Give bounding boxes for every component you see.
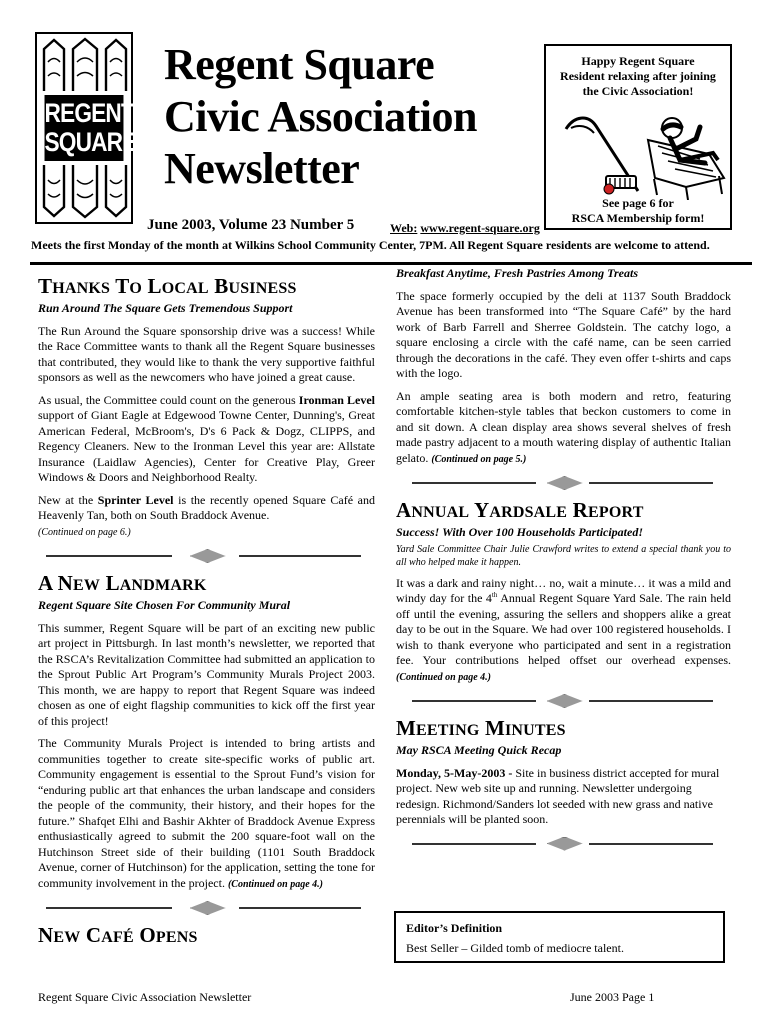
thanks-paragraph: The Run Around the Square sponsorship drive was a success! While the Race Committee wants to thank all the Regent Square businesses that contributed, they would like to thank the very supportive faithful sponsors as well as the newcomers who have joined a great cause. bbox=[38, 323, 375, 384]
right-column bbox=[396, 266, 731, 859]
divider-diamond-icon bbox=[190, 549, 226, 563]
logo-bottom-text: SQUARE bbox=[44, 127, 137, 157]
landmark-paragraph: This summer, Regent Square will be part of an exciting new public art project in Pittsburgh. In last month’s newsletter, we reported that the RSCA’s Revitalization Committee had submitted an application to the Sprout Public Art Program’s Community Murals Project 2003. This month, we are happy to report that Regent Square was indeed chosen as one of eight flagship communities to kick off the first year of this project! bbox=[38, 620, 375, 728]
website-info bbox=[390, 221, 540, 236]
heading-cap: T bbox=[115, 274, 130, 298]
meeting-minutes-deck: May RSCA Meeting Quick Recap bbox=[396, 743, 562, 757]
heading-small-caps: HANKS bbox=[52, 280, 111, 297]
heading-small-caps: USINESS bbox=[228, 280, 297, 297]
heading-cap: B bbox=[214, 274, 229, 298]
heading-small-caps: OCAL bbox=[161, 280, 209, 297]
landmark-heading: A NEW LANDMARK bbox=[38, 571, 207, 595]
heading-small-caps: O bbox=[129, 280, 143, 297]
promo-caption bbox=[550, 54, 726, 99]
promo-caption-line-1: Happy Regent Square bbox=[581, 54, 695, 68]
thanks-continued: (Continued on page 6.) bbox=[38, 526, 131, 538]
gothic-window-icon bbox=[40, 37, 130, 93]
editor-definition-title: Editor’s Definition bbox=[406, 921, 503, 935]
logo-top-text: REGENT bbox=[44, 98, 134, 128]
yardsale-intro: Yard Sale Committee Chair Julie Crawford writes to extend a special thank you to all who helped make it happen. bbox=[396, 543, 731, 568]
promo-caption-line-3: the Civic Association! bbox=[582, 84, 694, 98]
newsletter-title bbox=[164, 39, 509, 195]
footer-newsletter-name: Regent Square Civic Association Newsletter bbox=[38, 990, 252, 1004]
square-cafe-paragraph: The space formerly occupied by the deli at 1137 South Braddock Avenue has been transformed into “The Square Café” by the hard work of Barb Farrell and Sherree Goldstein. The catchy logo, a square enclosing a circle with the café name, can be seen carried through the decorations in the café. They even offer t-shirts and caps with the logo. bbox=[396, 288, 731, 380]
thanks-deck: Run Around The Square Gets Tremendous Support bbox=[38, 301, 293, 315]
website-link[interactable]: www.regent-square.org bbox=[420, 221, 540, 235]
breakfast-continued: (Continued on page 5.) bbox=[431, 453, 527, 465]
meeting-minutes-heading: MEETING MINUTES bbox=[396, 716, 566, 740]
breakfast-heading: Breakfast Anytime, Fresh Pastries Among Treats bbox=[396, 266, 639, 280]
regent-square-logo bbox=[35, 32, 137, 224]
seating-paragraph: An ample seating area is both modern and retro, featuring comfortable kitchen-style tables that beckon customers to come in and sit down. A clean display area shows several shelves of fresh made pastry adjacent to a mouth watering display of authentic Italian gelato. (Continued on page 5.) bbox=[396, 388, 731, 465]
landmark-continued: (Continued on page 4.) bbox=[227, 878, 323, 890]
heading-cap: L bbox=[147, 274, 162, 298]
mural-project-paragraph: The Community Murals Project is intended to bring artists and communities together to create site-specific works of public art. Community engagement is essential to the Sprout Fund’s vision for “enduring public art that enhances the urban landscape and considers the people of the community, their history, and their hopes for the future.” Shafqet Elhi and Bashir Akhter of Braddock Avenue Express enthusiastically agreed to submit the 200 square-foot wall on the Hutchinson Street side of their building (1101 South Braddock Avenue, corner of Hutchinson) for the application, setting the tone for community involvement in the project. (Continued on page 4.) bbox=[38, 736, 375, 890]
thanks-heading bbox=[38, 274, 375, 301]
meeting-notice: Meets the first Monday of the month at Wilkins School Community Center, 7PM. All Regent Square residents are welcome to attend. bbox=[31, 238, 710, 252]
footer-page-number: June 2003 Page 1 bbox=[570, 990, 655, 1004]
masthead-rule bbox=[30, 262, 752, 265]
section-divider bbox=[38, 899, 375, 917]
section-divider bbox=[396, 692, 731, 710]
left-column bbox=[38, 274, 375, 950]
yardsale-deck: Success! With Over 100 Households Participated! bbox=[396, 525, 644, 539]
divider-diamond-icon bbox=[547, 476, 583, 490]
section-divider bbox=[396, 474, 731, 492]
logo-text-band bbox=[44, 95, 137, 161]
promo-membership-note bbox=[552, 196, 724, 226]
landmark-deck: Regent Square Site Chosen For Community Mural bbox=[38, 598, 291, 612]
new-cafe-heading: NEW CAFÉ OPENS bbox=[38, 923, 198, 947]
web-label: Web: bbox=[390, 221, 418, 235]
editor-definition-text: Best Seller – Gilded tomb of mediocre talent. bbox=[406, 941, 624, 955]
promo-bottom-line-2: RSCA Membership form! bbox=[571, 211, 705, 225]
gothic-window-lower-icon bbox=[40, 163, 130, 219]
promo-bottom-line-1: See page 6 for bbox=[602, 196, 674, 210]
section-divider bbox=[38, 547, 375, 565]
meeting-minutes-paragraph: Monday, 5-May-2003 - Site in business district accepted for mural project. New web site up and running. Newsletter undergoing redesign. Richmond/Sanders lot seeded with new grass and native perennials will be planted soon. bbox=[396, 765, 720, 826]
yardsale-continued: (Continued on page 4.) bbox=[396, 671, 492, 683]
divider-diamond-icon bbox=[547, 694, 583, 708]
yardsale-paragraph: It was a dark and rainy night… no, wait a minute… it was a mild and windy day for the 4th Annual Regent Square Yard Sale. The rain held off until the evening, assuring the sellers and shoppers alike a great day to be out in the Square. We had over 100 registered households. I wish to thank everyone who participated and sent in a registration fee. Your contributions helped offset our overhead expenses. (Continued on page 4.) bbox=[396, 575, 731, 683]
thanks-sponsors-paragraph: As usual, the Committee could count on the generous Ironman Level support of Giant Eagle at Edgewood Towne Center, Dunning's, Great American Federal, McBroom's, D's 6 Pack & Dogz, CLIPPS, and Regency Cleaners. New to the Ironman Level this year are: Allstate Insurance (Laidlaw Agencies), Center for Creative Play, Greer Windows & Doors and Neighborhood Realty. bbox=[38, 392, 375, 484]
divider-diamond-icon bbox=[547, 837, 583, 851]
heading-cap: T bbox=[38, 274, 53, 298]
title-line-2: Civic Association bbox=[164, 92, 477, 141]
issue-info: June 2003, Volume 23 Number 5 bbox=[147, 217, 355, 233]
membership-promo-box bbox=[544, 44, 732, 230]
yardsale-heading: ANNUAL YARDSALE REPORT bbox=[396, 498, 644, 522]
editor-definition-box bbox=[394, 911, 725, 963]
thanks-sprinter-paragraph: New at the Sprinter Level is the recently opened Square Café and Heavenly Tan, both on South Braddock Avenue. (Continued on page 6.) bbox=[38, 492, 376, 538]
section-divider bbox=[396, 835, 731, 853]
title-line-1: Regent Square bbox=[164, 40, 435, 89]
promo-caption-line-2: Resident relaxing after joining bbox=[560, 69, 716, 83]
relaxing-resident-illustration bbox=[554, 96, 726, 200]
divider-diamond-icon bbox=[190, 901, 226, 915]
title-line-3: Newsletter bbox=[164, 144, 360, 193]
